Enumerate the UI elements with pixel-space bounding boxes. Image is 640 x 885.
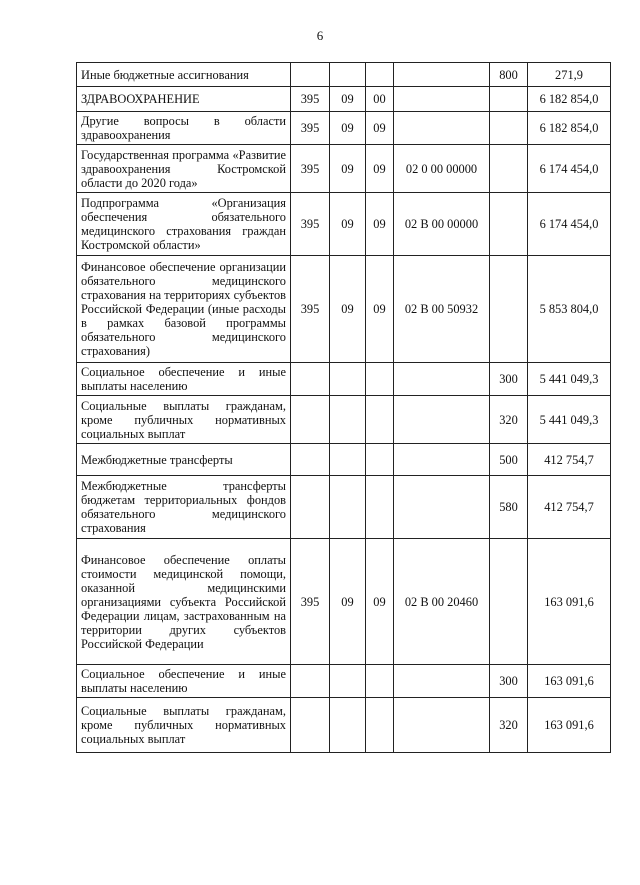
row-name: ЗДРАВООХРАНЕНИЕ	[77, 87, 291, 112]
table-row	[77, 145, 611, 193]
row-glav-code: 395	[291, 256, 330, 363]
row-amount: 5 441 049,3	[528, 363, 611, 396]
table-row	[77, 256, 611, 363]
row-amount: 5 441 049,3	[528, 396, 611, 444]
row-name: Другие вопросы в области здравоохранения	[77, 112, 291, 145]
row-target-code	[394, 396, 490, 444]
row-subsection-code	[366, 396, 394, 444]
row-expense-type-code: 580	[490, 476, 528, 539]
table-row	[77, 193, 611, 256]
row-amount: 6 182 854,0	[528, 87, 611, 112]
row-section-code: 09	[330, 256, 366, 363]
row-section-code: 09	[330, 539, 366, 665]
row-expense-type-code	[490, 256, 528, 363]
row-amount: 6 182 854,0	[528, 112, 611, 145]
row-section-code	[330, 444, 366, 476]
row-subsection-code: 09	[366, 145, 394, 193]
row-amount: 6 174 454,0	[528, 193, 611, 256]
row-amount: 163 091,6	[528, 698, 611, 753]
row-expense-type-code	[490, 112, 528, 145]
row-subsection-code: 00	[366, 87, 394, 112]
row-glav-code	[291, 444, 330, 476]
row-subsection-code: 09	[366, 112, 394, 145]
row-section-code	[330, 63, 366, 87]
table-row	[77, 539, 611, 665]
row-subsection-code	[366, 698, 394, 753]
row-glav-code	[291, 698, 330, 753]
row-target-code	[394, 112, 490, 145]
row-section-code	[330, 698, 366, 753]
row-target-code	[394, 444, 490, 476]
row-glav-code	[291, 476, 330, 539]
row-target-code	[394, 698, 490, 753]
row-amount: 6 174 454,0	[528, 145, 611, 193]
row-amount: 5 853 804,0	[528, 256, 611, 363]
row-glav-code	[291, 63, 330, 87]
row-amount: 163 091,6	[528, 665, 611, 698]
row-amount: 271,9	[528, 63, 611, 87]
row-target-code: 02 В 00 20460	[394, 539, 490, 665]
row-subsection-code	[366, 665, 394, 698]
row-section-code: 09	[330, 112, 366, 145]
row-expense-type-code: 320	[490, 396, 528, 444]
table-row	[77, 476, 611, 539]
row-name: Межбюджетные трансферты бюджетам территориальных фондов обязательного медицинского страхования	[77, 476, 291, 539]
row-expense-type-code: 320	[490, 698, 528, 753]
row-expense-type-code	[490, 193, 528, 256]
row-glav-code	[291, 665, 330, 698]
row-section-code	[330, 476, 366, 539]
row-glav-code	[291, 396, 330, 444]
row-section-code	[330, 396, 366, 444]
row-expense-type-code: 300	[490, 665, 528, 698]
row-target-code	[394, 363, 490, 396]
row-name: Подпрограмма «Организация обеспечения обязательного медицинского страхования граждан Костромской области»	[77, 193, 291, 256]
row-expense-type-code	[490, 87, 528, 112]
table-row	[77, 444, 611, 476]
row-name: Социальное обеспечение и иные выплаты населению	[77, 363, 291, 396]
row-name: Социальное обеспечение и иные выплаты населению	[77, 665, 291, 698]
row-expense-type-code	[490, 145, 528, 193]
table-row	[77, 112, 611, 145]
row-subsection-code: 09	[366, 539, 394, 665]
row-amount: 412 754,7	[528, 444, 611, 476]
row-expense-type-code	[490, 539, 528, 665]
row-target-code	[394, 476, 490, 539]
row-target-code: 02 В 00 50932	[394, 256, 490, 363]
row-section-code: 09	[330, 87, 366, 112]
row-target-code	[394, 665, 490, 698]
row-name: Финансовое обеспечение оплаты стоимости медицинской помощи, оказанной медицинскими организациями субъекта Российской Федерации лицам, застрахованным на территории других субъектов Российской Федерации	[77, 539, 291, 665]
row-subsection-code: 09	[366, 256, 394, 363]
table-row	[77, 698, 611, 753]
row-expense-type-code: 300	[490, 363, 528, 396]
row-name: Социальные выплаты гражданам, кроме публичных нормативных социальных выплат	[77, 698, 291, 753]
row-name: Межбюджетные трансферты	[77, 444, 291, 476]
row-name: Государственная программа «Развитие здравоохранения Костромской области до 2020 года»	[77, 145, 291, 193]
table-row	[77, 87, 611, 112]
row-name: Социальные выплаты гражданам, кроме публичных нормативных социальных выплат	[77, 396, 291, 444]
row-target-code	[394, 63, 490, 87]
page-number: 6	[316, 28, 324, 43]
row-amount: 412 754,7	[528, 476, 611, 539]
row-subsection-code	[366, 476, 394, 539]
row-subsection-code: 09	[366, 193, 394, 256]
row-glav-code: 395	[291, 539, 330, 665]
row-target-code: 02 0 00 00000	[394, 145, 490, 193]
row-name: Иные бюджетные ассигнования	[77, 63, 291, 87]
row-expense-type-code: 800	[490, 63, 528, 87]
row-glav-code: 395	[291, 145, 330, 193]
budget-table-body	[77, 63, 611, 753]
row-subsection-code	[366, 363, 394, 396]
row-name: Финансовое обеспечение организации обязательного медицинского страхования на территориях субъектов Российской Федерации (иные расходы в рамках базовой программы обязательного медицинского страхования)	[77, 256, 291, 363]
row-glav-code: 395	[291, 193, 330, 256]
row-amount: 163 091,6	[528, 539, 611, 665]
row-subsection-code	[366, 63, 394, 87]
budget-table	[76, 62, 611, 753]
row-section-code: 09	[330, 193, 366, 256]
row-expense-type-code: 500	[490, 444, 528, 476]
row-subsection-code	[366, 444, 394, 476]
row-target-code	[394, 87, 490, 112]
row-section-code: 09	[330, 145, 366, 193]
table-row	[77, 363, 611, 396]
table-row	[77, 63, 611, 87]
row-glav-code	[291, 363, 330, 396]
row-glav-code: 395	[291, 112, 330, 145]
row-section-code	[330, 665, 366, 698]
row-section-code	[330, 363, 366, 396]
table-row	[77, 665, 611, 698]
row-glav-code: 395	[291, 87, 330, 112]
row-target-code: 02 В 00 00000	[394, 193, 490, 256]
table-row	[77, 396, 611, 444]
